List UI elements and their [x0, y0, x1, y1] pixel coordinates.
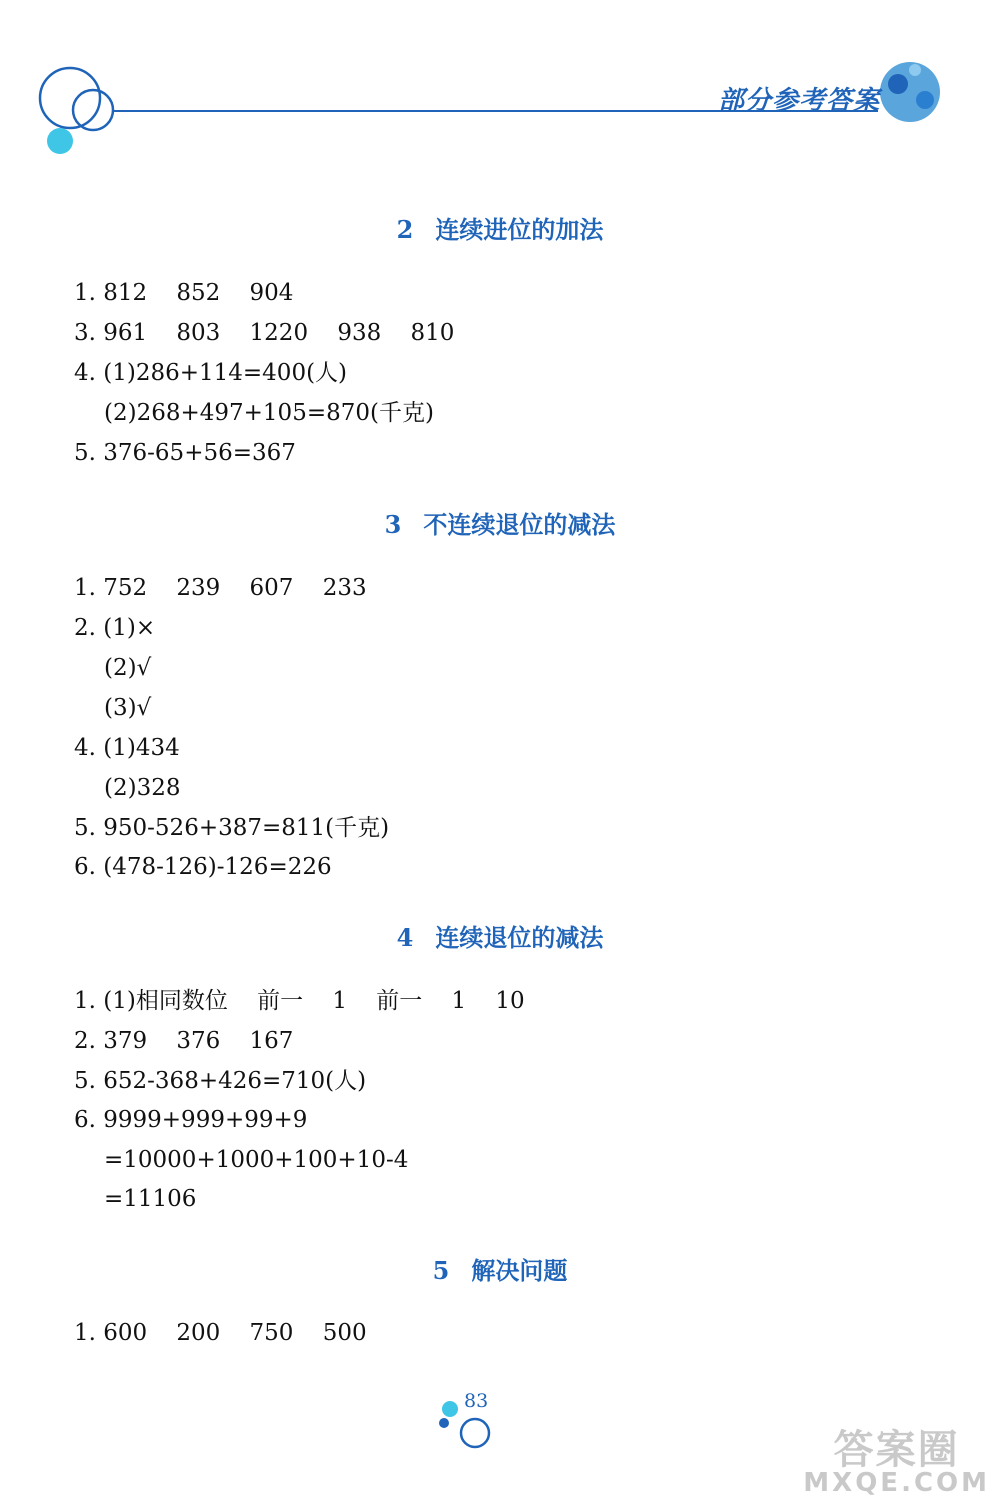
watermark-bottom: MXQE.COM [803, 1468, 990, 1498]
answer-line: 1. 752 239 607 233 [74, 575, 367, 601]
section-heading: 连续进位的加法 [435, 215, 604, 244]
footer-dot-blue [439, 1418, 449, 1428]
answer-line: 4. (1)286+114=400(人) [74, 360, 348, 386]
answer-line: 6. (478-126)-126=226 [74, 854, 332, 880]
header-title: 部分参考答案 [717, 86, 880, 116]
answer-line: 5. 376-65+56=367 [74, 440, 296, 466]
answer-line: 6. 9999+999+99+9 [74, 1107, 308, 1133]
answer-line: (3)√ [104, 695, 152, 721]
footer-dot-cyan [442, 1401, 458, 1417]
section-number: 5 [432, 1256, 450, 1285]
watermark-top: 答案圈 [833, 1427, 960, 1473]
answer-line: 3. 961 803 1220 938 810 [74, 320, 455, 346]
watermark [803, 1427, 990, 1498]
page-number: 83 [464, 1390, 489, 1412]
section-number: 3 [384, 510, 402, 539]
answer-line: =11106 [104, 1186, 197, 1212]
answer-line: (2)328 [104, 775, 181, 801]
answer-line: 5. 950-526+387=811(千克) [74, 815, 390, 841]
answer-line: 1. 600 200 750 500 [74, 1320, 367, 1346]
answer-line: =10000+1000+100+10-4 [104, 1147, 409, 1173]
section-number: 2 [396, 215, 414, 244]
answer-line: 5. 652-368+426=710(人) [74, 1068, 367, 1094]
answer-line: (2)√ [104, 655, 152, 681]
section-title-5 [0, 1251, 1000, 1286]
answer-line: 4. (1)434 [74, 735, 180, 761]
answer-line: 2. (1)× [74, 615, 156, 641]
section-heading: 连续退位的减法 [435, 923, 604, 952]
header-circle-small [73, 90, 113, 130]
section-number: 4 [396, 923, 414, 952]
header-globe-icon [880, 62, 940, 122]
answer-line: 1. (1)相同数位 前一 1 前一 1 10 [74, 988, 525, 1014]
section-title-3 [0, 505, 1000, 540]
header-dot [47, 128, 73, 154]
section-heading: 解决问题 [471, 1256, 568, 1285]
answer-line: 2. 379 376 167 [74, 1028, 294, 1054]
answer-line: (2)268+497+105=870(千克) [104, 400, 434, 426]
section-title-2 [0, 210, 1000, 245]
footer-ring [461, 1419, 489, 1447]
answer-line: 1. 812 852 904 [74, 280, 294, 306]
header-circle-large [40, 68, 100, 128]
section-heading: 不连续退位的减法 [423, 510, 616, 539]
section-title-4 [0, 918, 1000, 953]
